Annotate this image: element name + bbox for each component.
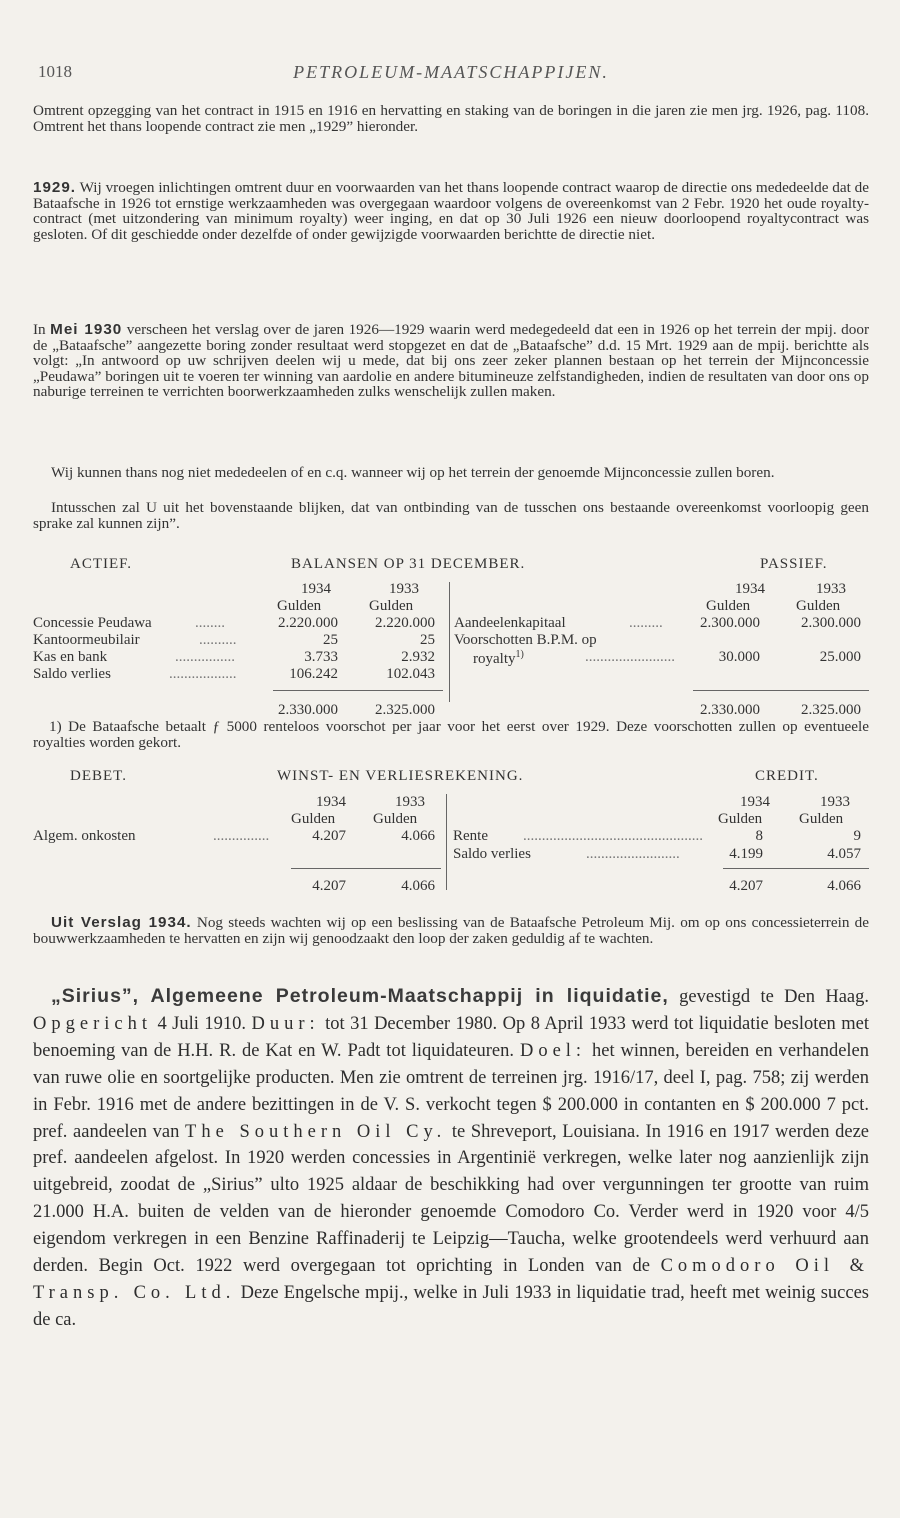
page-header: [33, 60, 869, 86]
pnl-center-title: WINST- EN VERLIESREKENING.: [277, 768, 524, 784]
debit-label: Algem. onkosten: [33, 828, 136, 844]
running-title: PETROLEUM-MAATSCHAPPIJEN.: [293, 62, 609, 82]
paragraph-sirius: „Sirius”, Algemeene Petroleum-Maatschappij in liquidatie, gevestigd te Den Haag. Opgericht 4 Juli 1910. Duur: tot 31 December 1980. Op 8 April 1933 werd tot liquidatie besloten met benoeming van de H.H. R. de Kat en W. Padt tot liquidateuren. Doel: het winnen, bereiden en verhandelen van ruwe olie en soortgelijke producten. Men zie omtrent de terreinen jrg. 1916/17, deel I, pag. 758; zij werden in Febr. 1916 met de andere bezittingen in de V. S. verkocht tegen $ 200.000 in contanten en $ 200.000 7 pct. pref. aandeelen van The Southern Oil Cy. te Shreveport, Louisiana. In 1916 en 1917 werden deze pref. aandeelen afgelost. In 1920 werden concessies in Argentinië verkregen, welke later nog aanzienlijk zijn uitgebreid, zoodat de „Sirius” ulto 1925 aldaar de beschikking had over vergunningen ter grootte van ruim 21.000 H.A. buiten de velden van de hieronder genoemde Comodoro Co. Verder werd in 1920 voor 4/5 eigendom verkregen in een Benzine Raffinaderij te Leipzig—Taucha, welke grootendeels werd verhuurd aan derden. Begin Oct. 1922 werd overgegaan tot oprichting in Londen van de Comodoro Oil & Transp. Co. Ltd. Deze Engelsche mpij., welke in Juli 1933 in liquidatie trad, heeft met weinig succes de ca.: [33, 985, 870, 1330]
pnl-total-left-1933: 4.066: [401, 878, 435, 894]
pnl-year2-left: 1933: [395, 794, 425, 810]
page-number: 1018: [38, 62, 72, 81]
pnl-total-right-1933: 4.066: [827, 878, 861, 894]
liability-value-1934: 30.000: [718, 649, 760, 665]
balance-unit2-left: Gulden: [369, 598, 414, 614]
liability-value-1933: 25.000: [819, 649, 861, 665]
debit-value-1933: 4.066: [401, 828, 435, 844]
liability-value-1934: 2.300.000: [700, 615, 760, 631]
balance-footnote: 1) De Bataafsche betaalt ƒ 5000 renteloos voorschot per jaar voor het eerst over 1929. Deze voorschotten zullen op eventueele royalties worden gekort.: [33, 718, 869, 751]
name-comodoro: Comodoro Oil & Transp. Co. Ltd.: [33, 1256, 870, 1303]
balance-total-right-1933: 2.325.000: [801, 702, 861, 718]
balance-year2-right: 1933: [816, 581, 846, 597]
balance-year1-right: 1934: [735, 581, 765, 597]
credit-value-1934: 4.199: [729, 846, 763, 862]
pnl-total-left-1934: 4.207: [312, 878, 346, 894]
asset-value-1933: 102.043: [386, 666, 435, 682]
debit-value-1934: 4.207: [312, 828, 346, 844]
paragraph-1929: [33, 180, 869, 242]
verslag-1934-bold: Uit Verslag 1934.: [51, 914, 192, 931]
credit-label: Rente: [453, 828, 488, 844]
verslag-1934-text: Nog steeds wachten wij op een beslissing van de Bataafsche Petroleum Mij. om op ons concessieterrein de bouwwerkzaamheden te hervatten en zijn wij genoodzaakt den loop der zaken geduldig af te wachten.: [33, 914, 869, 947]
year-1929: 1929.: [33, 179, 77, 196]
balance-unit2-right: Gulden: [796, 598, 841, 614]
sirius-heading: „Sirius”, Algemeene Petroleum-Maatschappij in liquidatie,: [51, 985, 669, 1007]
pnl-year1-right: 1934: [740, 794, 770, 810]
pnl-year1-left: 1934: [316, 794, 346, 810]
paragraph-verslag-1934: [33, 915, 869, 946]
paragraph-mei-1930: [33, 322, 869, 400]
balance-center-title: BALANSEN OP 31 DECEMBER.: [291, 556, 526, 572]
pnl-year2-right: 1933: [820, 794, 850, 810]
pnl-unit1-left: Gulden: [291, 811, 336, 827]
mei-lead: In: [33, 321, 46, 338]
asset-value-1933: 25: [420, 632, 435, 648]
label-doel: Doel:: [519, 1040, 587, 1061]
asset-value-1933: 2.220.000: [375, 615, 435, 631]
balance-year1-left: 1934: [301, 581, 331, 597]
intro-paragraph: Omtrent opzegging van het contract in 1915 en 1916 en hervatting en staking van de boringen in die jaren zie men jrg. 1926, pag. 1108. Omtrent het thans loopende contract zie men „1929” hieronder.: [33, 102, 869, 135]
credit-value-1933: 9: [853, 828, 861, 844]
balance-total-left-1934: 2.330.000: [278, 702, 338, 718]
liability-label: Aandeelenkapitaal: [454, 615, 566, 631]
asset-label: Kas en bank: [33, 649, 108, 665]
pnl-unit2-right: Gulden: [799, 811, 844, 827]
fraction: 4/5: [845, 1202, 870, 1223]
label-duur: Duur:: [251, 1013, 320, 1034]
credit-value-1933: 4.057: [827, 846, 861, 862]
asset-value-1934: 106.242: [289, 666, 338, 682]
paragraph-mei-1930-2: Wij kunnen thans nog niet mededeelen of en c.q. wanneer wij op het terrein der genoemde Mijnconcessie zullen boren.: [51, 464, 775, 481]
balance-total-right-1934: 2.330.000: [700, 702, 760, 718]
pnl-left-title: DEBET.: [70, 768, 127, 784]
asset-label: Kantoormeubilair: [33, 632, 140, 648]
name-southern-oil: The Southern Oil Cy.: [185, 1121, 447, 1142]
asset-value-1934: 25: [323, 632, 338, 648]
asset-label: Concessie Peudawa: [33, 615, 152, 631]
asset-value-1934: 3.733: [304, 649, 338, 665]
paragraph-1929-text: Wij vroegen inlichtingen omtrent duur en voorwaarden van het thans loopende contract waarop de directie ons mededeelde dat de Bataafsche in 1926 tot ernstige werkzaamheden was overgegaan waardoor volgens de overeenkomst van 2 Febr. 1920 het oude royalty-contract (met uitzondering van minimum royalty) weer inging, en dat op 30 Juli 1926 een nieuw doorloopend royaltycontract was gesloten. Of dit geschiedde onder dezelfde of onder gewijzigde voorwaarden berichtte de directie niet.: [33, 179, 869, 243]
balance-unit1-right: Gulden: [706, 598, 751, 614]
asset-label: Saldo verlies: [33, 666, 111, 682]
pnl-unit2-left: Gulden: [373, 811, 418, 827]
liability-value-1933: 2.300.000: [801, 615, 861, 631]
pnl-unit1-right: Gulden: [718, 811, 763, 827]
balance-right-title: PASSIEF.: [760, 556, 828, 572]
asset-value-1933: 2.932: [401, 649, 435, 665]
balance-unit1-left: Gulden: [277, 598, 322, 614]
credit-label: Saldo verlies: [453, 846, 531, 862]
paragraph-mei-1930-3: Intusschen zal U uit het bovenstaande blijken, dat van ontbinding van de tusschen ons bestaande overeenkomst voorloopig geen sprake zal kunnen zijn”.: [33, 499, 869, 532]
mei-1930-bold: Mei 1930: [50, 321, 123, 338]
asset-value-1934: 2.220.000: [278, 615, 338, 631]
balance-left-title: ACTIEF.: [70, 556, 133, 572]
label-opgericht: Opgericht: [33, 1013, 152, 1034]
pnl-total-right-1934: 4.207: [729, 878, 763, 894]
liability-label: Voorschotten B.P.M. op: [454, 632, 597, 648]
mei-1930-text: verscheen het verslag over de jaren 1926—1929 waarin werd medegedeeld dat een in 1926 op het terrein der mpij. door de „Bataafsche” aangezette boring zonder resultaat werd stopgezet en dat de „Bataafsche” d.d. 15 Mrt. 1929 aan de mpij. berichtte als volgt: „In antwoord op uw schrijven deelen wij u mede, dat bij ons zeer zeker plannen bestaan op het terrein der Mijnconcessie „Peudawa” boringen uit te voeren ter winning van aardolie en andere bitumineuze zelfstandigheden, indien de resultaten van door ons op naburige terreinen te verrichten boorwerkzaamheden zulks wenschelijk zullen maken.: [33, 321, 870, 400]
credit-value-1934: 8: [755, 828, 763, 844]
balance-total-left-1933: 2.325.000: [375, 702, 435, 718]
pnl-right-title: CREDIT.: [755, 768, 819, 784]
balance-year2-left: 1933: [389, 581, 419, 597]
liability-label: royalty$^{1)}$: [473, 649, 524, 667]
